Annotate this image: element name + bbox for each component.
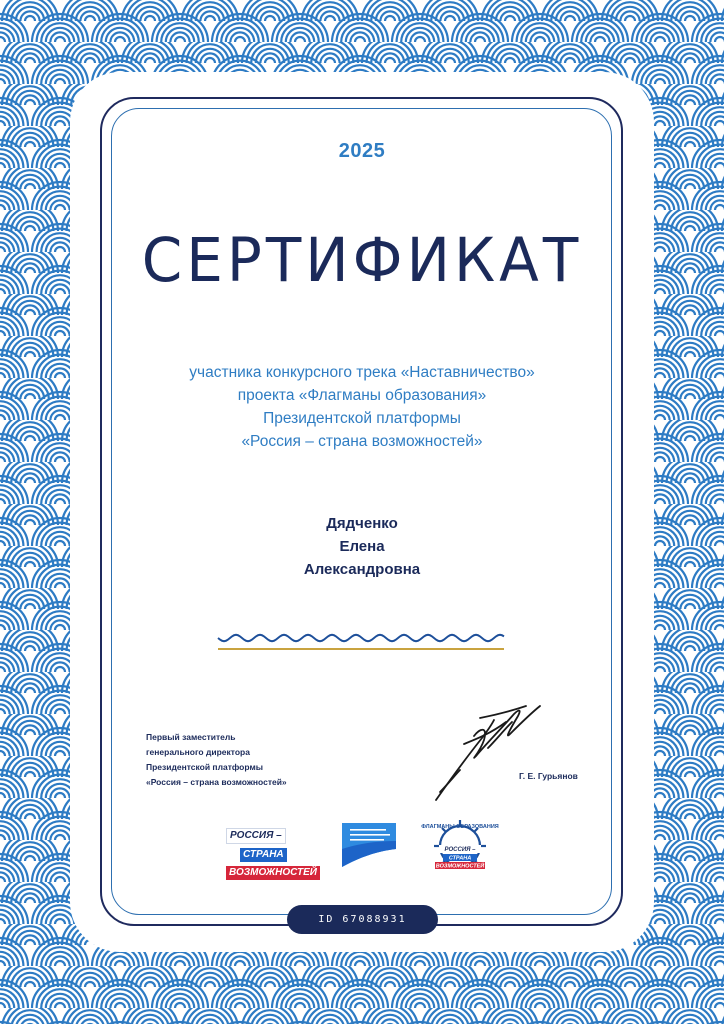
recipient-first-name: Елена <box>339 538 385 555</box>
flagships-logo-line: СТРАНА <box>448 855 472 862</box>
certificate-year: 2025 <box>338 140 386 162</box>
certificate-id-badge: ID 67088931 <box>287 905 438 934</box>
signer-position <box>146 730 287 790</box>
signature <box>430 700 545 805</box>
recipient-surname: Дядченко <box>326 515 398 532</box>
description-line: Президентской платформы <box>263 410 461 427</box>
recipient-patronymic: Александровна <box>303 561 421 578</box>
rsv-logo-line: РОССИЯ – <box>226 828 286 844</box>
signer-line: Президентской платформы <box>146 762 264 772</box>
flagships-of-education-logo <box>419 818 501 874</box>
certificate-description <box>0 361 724 453</box>
certificate-title: СЕРТИФИКАТ <box>141 224 583 296</box>
signer-line: «Россия – страна возможностей» <box>146 777 287 787</box>
signer-line: Первый заместитель <box>146 732 236 742</box>
flagships-logo-line: ВОЗМОЖНОСТЕЙ <box>435 863 485 870</box>
flagships-logo-title: ФЛАГМАНЫ ОБРАЗОВАНИЯ <box>421 824 499 830</box>
description-line: участника конкурсного трека «Наставничество» <box>189 364 535 381</box>
national-projects-logo <box>338 819 400 869</box>
description-line: «Россия – страна возможностей» <box>241 433 483 450</box>
flagships-logo-line: РОССИЯ – <box>444 847 476 853</box>
rsv-logo <box>226 825 320 878</box>
signer-line: генерального директора <box>146 747 250 757</box>
rsv-logo-line: ВОЗМОЖНОСТЕЙ <box>226 866 320 880</box>
recipient-name <box>0 512 724 581</box>
signer-name: Г. Е. Гурьянов <box>519 771 578 781</box>
description-line: проекта «Флагманы образования» <box>237 387 487 404</box>
rsv-logo-line: СТРАНА <box>240 848 287 862</box>
wave-divider <box>214 628 508 656</box>
